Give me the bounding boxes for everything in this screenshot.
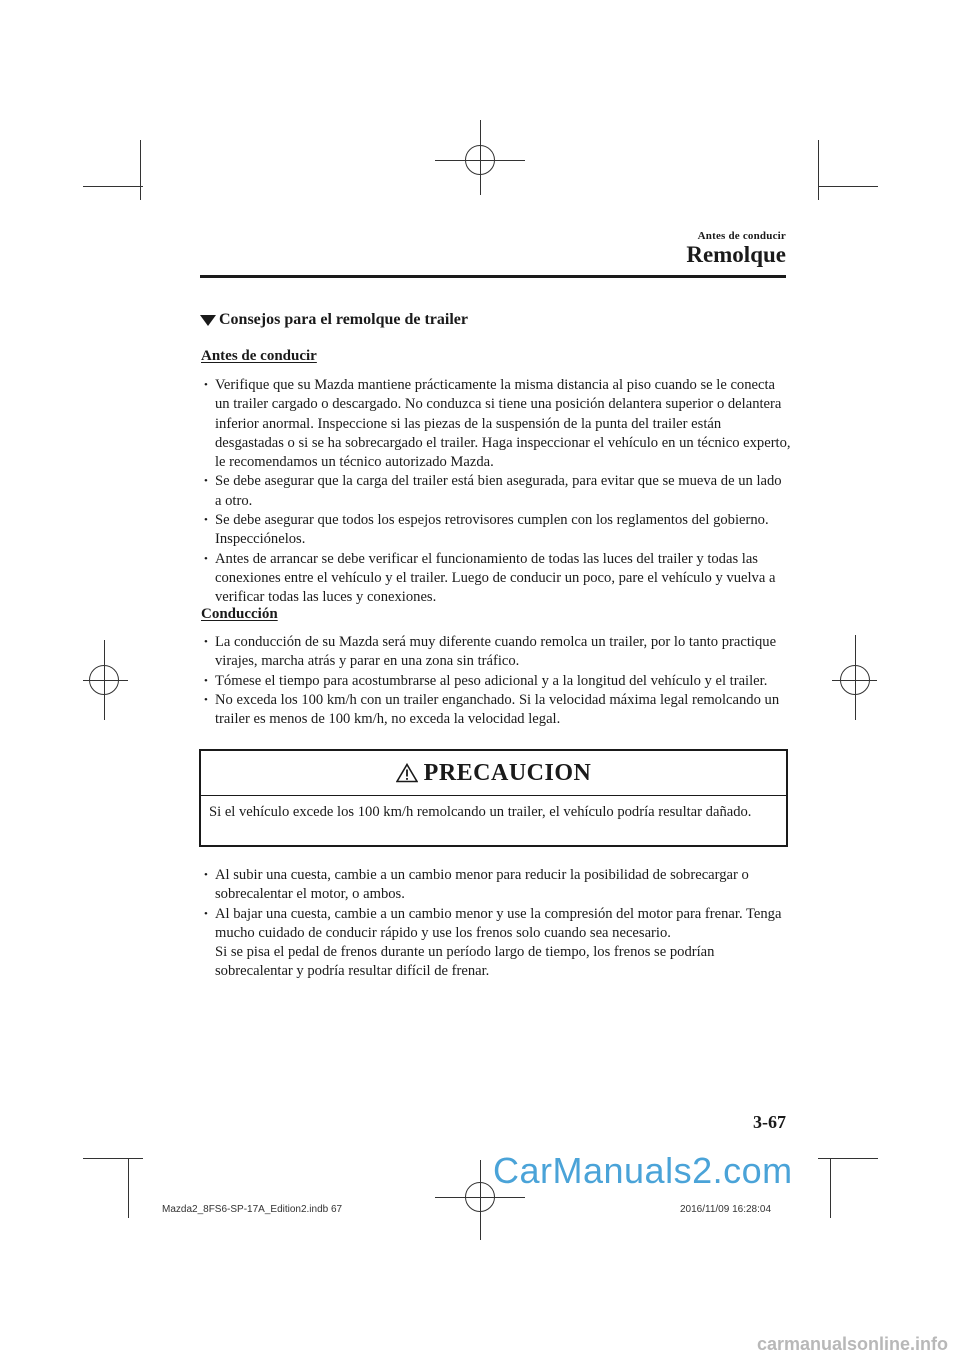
triangle-down-icon: [200, 315, 216, 326]
list-item: • Tómese el tiempo para acostumbrarse al peso adicional y a la longitud del vehículo y el trailer.: [201, 672, 791, 691]
list-item: • Antes de arrancar se debe verificar el funcionamiento de todas las luces del trailer y todas las conexiones entre el vehículo y el trailer. Luego de conducir un poco, pare el vehículo y vuelva a verificar todas las luces y conexiones.: [201, 550, 791, 608]
list-item-text: Al bajar una cuesta, cambie a un cambio menor y use la compresión del motor para frenar. Tenga mucho cuidado de conducir rápido y use los frenos solo cuando sea necesario.: [215, 905, 782, 941]
section-title-text: Consejos para el remolque de trailer: [219, 311, 468, 328]
print-timestamp: 2016/11/09 16:28:04: [680, 1204, 772, 1215]
caution-title: PRECAUCION: [423, 759, 592, 786]
list-item-extra: Si se pisa el pedal de frenos durante un período largo de tiempo, los frenos se podrían sobrecalentar y podría resultar difícil de frenar.: [215, 944, 715, 980]
section-title: [200, 311, 468, 329]
chapter-subtitle: Antes de conducir: [697, 230, 786, 242]
list-item: • Verifique que su Mazda mantiene prácticamente la misma distancia al piso cuando se le conecta un trailer cargado o descargado. No conduzca si tiene una posición delantera superior o delantera inferior anormal. Inspeccione si las piezas de la suspensión de la punta del trailer están desgastadas o si se ha sobrecargado el trailer. Haga inspeccionar el vehículo en un técnico experto, le recomendamos un técnico autorizado Mazda.: [201, 376, 791, 472]
list-item: • Se debe asegurar que la carga del trailer está bien asegurada, para evitar que se mueva de un lado a otro.: [201, 472, 791, 511]
header-rule: [200, 275, 786, 278]
page-number: 3-67: [753, 1112, 786, 1132]
before-driving-list: [201, 376, 791, 608]
caution-header: [201, 751, 786, 796]
page-title: Remolque: [686, 242, 786, 267]
list-item: [201, 866, 791, 905]
list-item: • Se debe asegurar que todos los espejos retrovisores cumplen con los reglamentos del gobierno. Inspecciónelos.: [201, 511, 791, 550]
warning-triangle-icon: [396, 763, 418, 783]
subheading-before-driving: Antes de conducir: [201, 348, 317, 364]
hill-driving-list: [201, 866, 791, 982]
list-item: • La conducción de su Mazda será muy diferente cuando remolca un trailer, por lo tanto practique virajes, marcha atrás y parar en una zona sin tráfico.: [201, 633, 791, 672]
caution-box: [199, 749, 788, 847]
watermark-carmanualsonline: carmanualsonline.info: [756, 1334, 948, 1354]
list-item: • No exceda los 100 km/h con un trailer enganchado. Si la velocidad máxima legal remolcando un trailer es menos de 100 km/h, no exceda la velocidad legal.: [201, 691, 791, 730]
list-item-text: Al subir una cuesta, cambie a un cambio menor para reducir la posibilidad de sobrecargar o sobrecalentar el motor, o ambos.: [215, 867, 749, 903]
caution-text: Si el vehículo excede los 100 km/h remolcando un trailer, el vehículo podría resultar dañado.: [209, 804, 752, 820]
print-file-info: Mazda2_8FS6-SP-17A_Edition2.indb 67: [162, 1204, 343, 1215]
driving-list: [201, 633, 791, 729]
list-item: [201, 905, 791, 982]
subheading-driving: Conducción: [201, 606, 278, 622]
watermark-carmanuals2: CarManuals2.com: [493, 1150, 793, 1191]
